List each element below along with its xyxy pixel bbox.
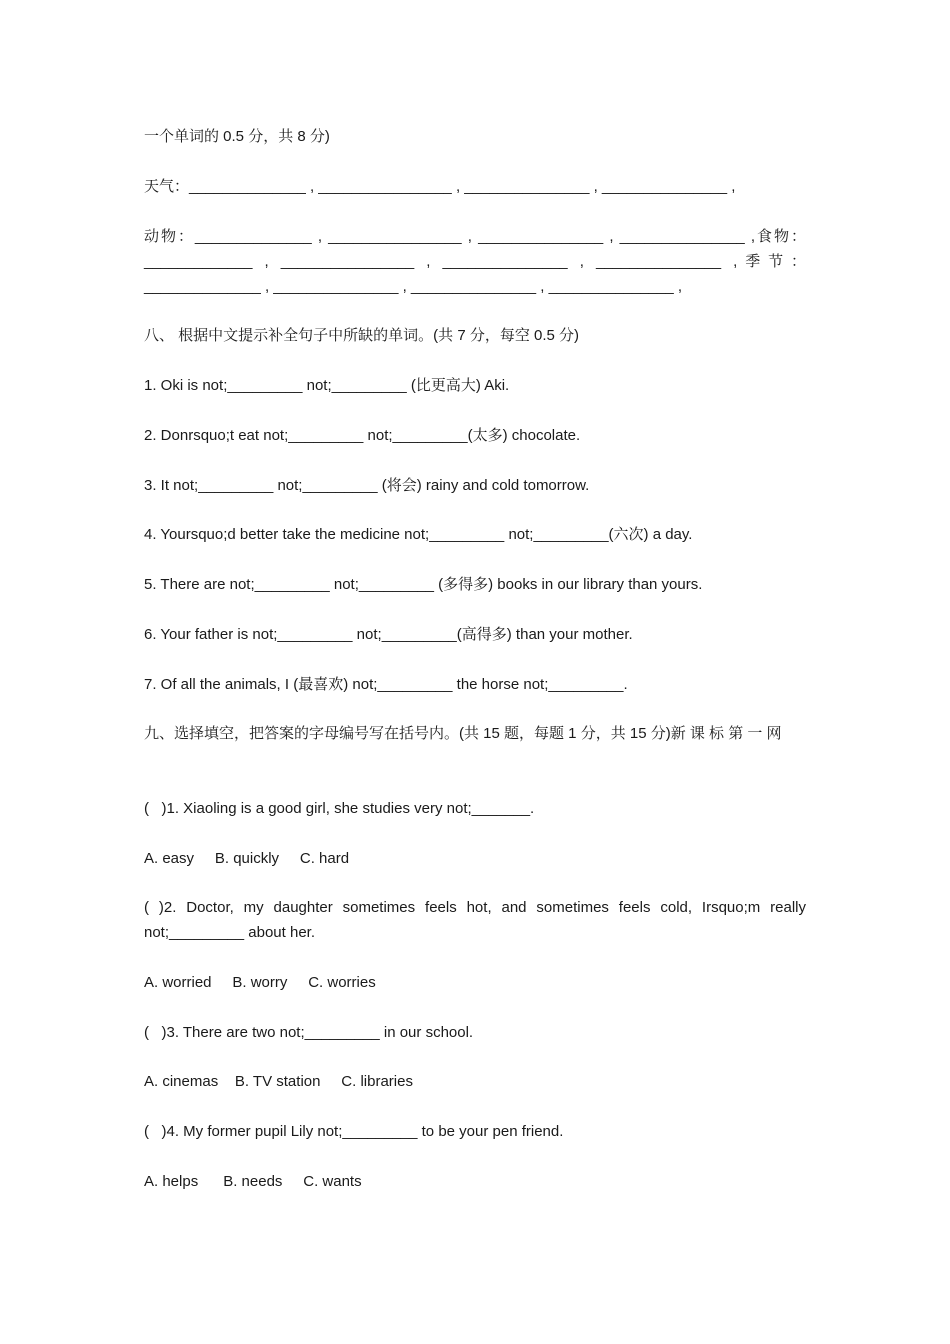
section-8-item-1: 1. Oki is not;_________ not;_________ (比更高大) Aki.: [144, 377, 510, 394]
section-8-item-7: 7. Of all the animals, I (最喜欢) not;_________ the horse not;_________.: [144, 676, 628, 693]
question-2-options: A. worried B. worry C. worries: [144, 974, 376, 991]
question-4-stem: ( )4. My former pupil Lily not;_________ to be your pen friend.: [144, 1123, 564, 1140]
section-8-item-4: 4. Yoursquo;d better take the medicine not;_________ not;_________(六次) a day.: [144, 526, 693, 543]
section-8-item-3: 3. It not;_________ not;_________ (将会) rainy and cold tomorrow.: [144, 477, 590, 494]
weather-blanks-line: 天气：______________ , ________________ , _______________ , _______________ ,: [144, 178, 736, 195]
question-3-options: A. cinemas B. TV station C. libraries: [144, 1073, 413, 1090]
question-2-stem: ( )2. Doctor, my daughter sometimes feels hot, and sometimes feels cold, Irsquo;m really not;_________ about her.: [144, 899, 806, 941]
question-1-options: A. easy B. quickly C. hard: [144, 850, 350, 867]
question-4-options: A. helps B. needs C. wants: [144, 1173, 362, 1190]
section-8-heading: 八、 根据中文提示补全句子中所缺的单词。(共 7 分，每空 0.5 分): [144, 327, 580, 344]
section-8-item-6: 6. Your father is not;_________ not;_________(高得多) than your mother.: [144, 626, 633, 643]
section-8-item-5: 5. There are not;_________ not;_________ (多得多) books in our library than yours.: [144, 576, 703, 593]
section-9-heading: 九、选择填空，把答案的字母编号写在括号内。(共 15 题，每题 1 分，共 15 分)新 课 标 第 一 网: [144, 725, 782, 742]
intro-scoring-line: 一个单词的 0.5 分，共 8 分): [144, 128, 330, 145]
animals-food-season-blanks: 动物：______________ , ________________ , _______________ , _______________ ,食物：_____________ , ________________ , _______________ , _______________ ,季节：______________ , _______________ , _______________ , _______________ ,: [144, 228, 806, 295]
question-1-stem: ( )1. Xiaoling is a good girl, she studies very not;_______.: [144, 800, 535, 817]
question-3-stem: ( )3. There are two not;_________ in our school.: [144, 1024, 474, 1041]
section-8-item-2: 2. Donrsquo;t eat not;_________ not;_________(太多) chocolate.: [144, 427, 581, 444]
